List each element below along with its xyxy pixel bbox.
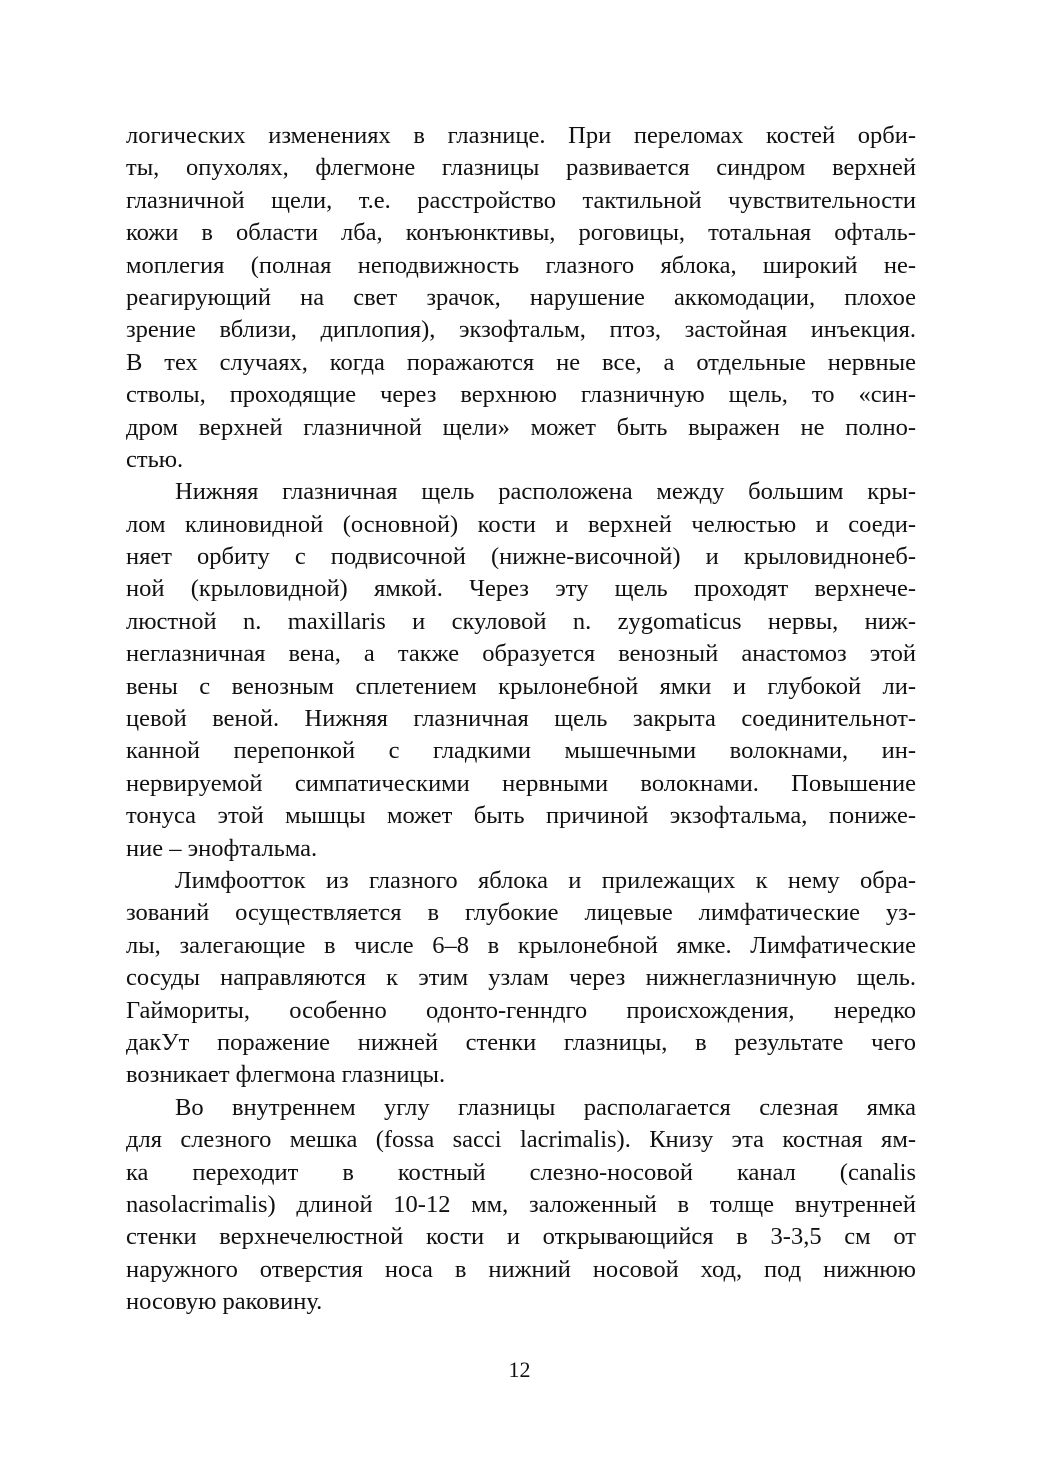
text-line: ты, опухолях, флегмоне глазницы развивается синдром верхней — [126, 154, 916, 182]
text-line: возникает флегмона глазницы. — [126, 1061, 446, 1089]
text-line: стволы, проходящие через верхнюю глазничную щель, то «син- — [126, 381, 916, 409]
text-line: дакУт поражение нижней стенки глазницы, в результате чего — [126, 1028, 916, 1056]
text-line: глазничной щели, т.е. расстройство тактильной чувствительности — [126, 186, 916, 214]
text-line: Гаймориты, особенно одонто-генндго происхождения, нередко — [126, 996, 916, 1024]
text-line: сосуды направляются к этим узлам через нижнеглазничную щель. — [126, 964, 916, 992]
text-line: nasolacrimalis) длиной 10-12 мм, заложенный в толще внутренней — [126, 1190, 916, 1218]
text-line: лом клиновидной (основной) кости и верхней челюстью и соеди- — [126, 510, 916, 538]
text-line: для слезного мешка (fossa sacci lacrimalis). Книзу эта костная ям- — [126, 1126, 916, 1154]
text-line: нервируемой симпатическими нервными волокнами. Повышение — [126, 769, 916, 797]
text-line: Во внутреннем углу глазницы располагается слезная ямка — [175, 1093, 916, 1121]
text-line: зрение вблизи, диплопия), экзофтальм, птоз, застойная инъекция. — [126, 316, 916, 344]
text-line: наружного отверстия носа в нижний носовой ход, под нижнюю — [126, 1255, 916, 1283]
text-line: Нижняя глазничная щель расположена между большим кры- — [175, 478, 916, 506]
text-line: люстной n. maxillaris и скуловой n. zygomaticus нервы, ниж- — [126, 607, 916, 635]
text-line: носовую раковину. — [126, 1288, 323, 1316]
paragraph — [126, 120, 916, 476]
text-line: стью. — [126, 445, 184, 473]
text-line: зований осуществляется в глубокие лицевые лимфатические уз- — [126, 899, 916, 927]
text-line: стенки верхнечелюстной кости и открывающийся в 3-3,5 см от — [126, 1223, 916, 1251]
text-line: канной перепонкой с гладкими мышечными волокнами, ин- — [126, 737, 916, 765]
text-line: логических изменениях в глазнице. При переломах костей орби- — [126, 122, 916, 149]
text-line: лы, залегающие в числе 6–8 в крылонебной ямке. Лимфатические — [126, 931, 916, 959]
text-line: ка переходит в костный слезно-носовой канал (canalis — [126, 1158, 916, 1186]
text-line: няет орбиту с подвисочной (нижне-височной) и крыловиднонеб- — [126, 543, 916, 571]
text-line: кожи в области лба, конъюнктивы, роговицы, тотальная офталь- — [126, 219, 916, 247]
text-line: цевой веной. Нижняя глазничная щель закрыта соединительнот- — [126, 705, 916, 733]
text-line: тонуса этой мышцы может быть причиной экзофтальма, пониже- — [126, 802, 916, 830]
text-line: неглазничная вена, а также образуется венозный анастомоз этой — [126, 640, 916, 668]
text-line: Лимфоотток из глазного яблока и прилежащих к нему обра- — [175, 866, 916, 894]
page-number: 12 — [508, 1357, 531, 1382]
text-line: реагирующий на свет зрачок, нарушение аккомодации, плохое — [126, 283, 916, 311]
paragraph — [126, 865, 916, 1092]
text-line: ние – энофтальма. — [126, 834, 318, 862]
body-text — [126, 120, 916, 1318]
text-line: В тех случаях, когда поражаются не все, а отдельные нервные — [126, 348, 916, 376]
paragraph — [126, 1092, 916, 1319]
text-line: моплегия (полная неподвижность глазного яблока, широкий не- — [126, 251, 916, 279]
text-line: ной (крыловидной) ямкой. Через эту щель проходят верхнече- — [126, 575, 916, 603]
paragraph — [126, 476, 916, 865]
text-line: вены с венозным сплетением крылонебной ямки и глубокой ли- — [126, 672, 916, 700]
text-line: дром верхней глазничной щели» может быть выражен не полно- — [126, 413, 916, 441]
